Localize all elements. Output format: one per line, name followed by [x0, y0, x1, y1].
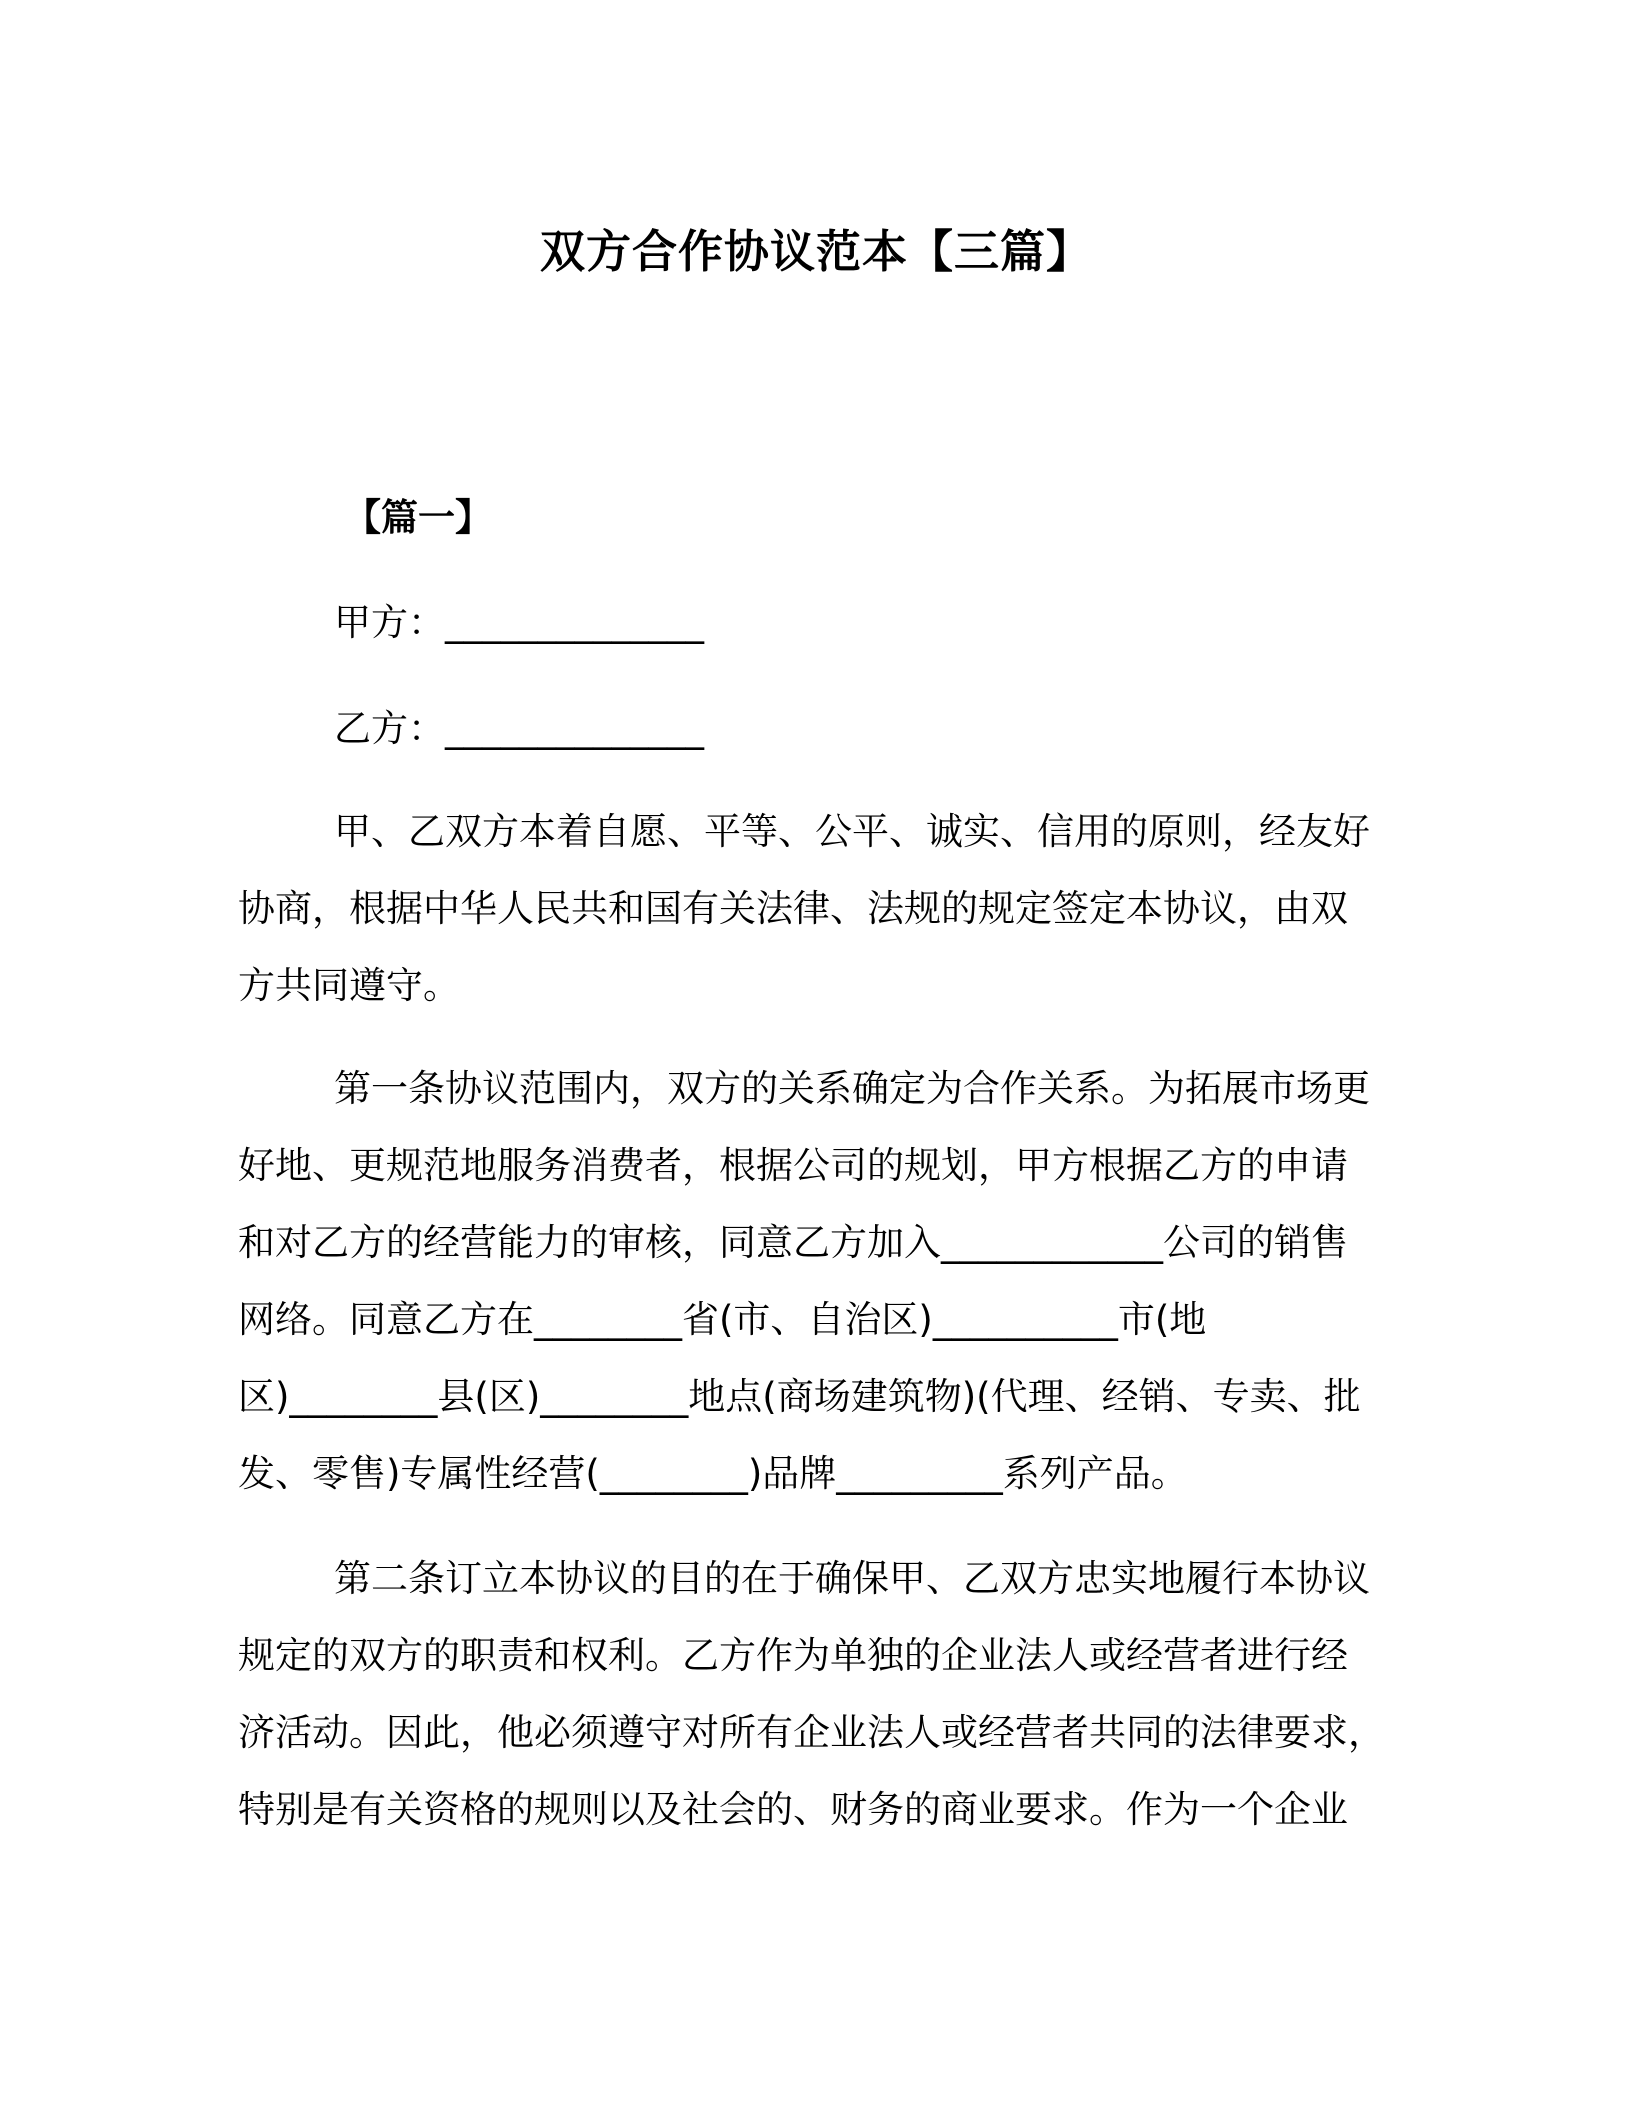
- article-one-line: 第一条协议范围内，双方的关系确定为合作关系。为拓展市场更: [334, 1067, 1370, 1110]
- article-two-line: 规定的双方的职责和权利。乙方作为单独的企业法人或经营者进行经: [238, 1634, 1348, 1677]
- article-two-paragraph: [238, 1540, 1385, 1848]
- article-two-line: 济活动。因此，他必须遵守对所有企业法人或经营者共同的法律要求，: [238, 1711, 1385, 1754]
- intro-paragraph: [238, 793, 1378, 1024]
- intro-line: 方共同遵守。: [238, 964, 460, 1007]
- article-one-line: 好地、更规范地服务消费者，根据公司的规划，甲方根据乙方的申请: [238, 1144, 1348, 1187]
- article-two-line: 第二条订立本协议的目的在于确保甲、乙双方忠实地履行本协议: [334, 1557, 1370, 1600]
- article-two-line: 特别是有关资格的规则以及社会的、财务的商业要求。作为一个企业: [238, 1788, 1348, 1831]
- section-heading: 【篇一】: [344, 496, 492, 539]
- party-b-field: 乙方：______________: [334, 707, 704, 750]
- document-title: 双方合作协议范本【三篇】: [539, 225, 1092, 278]
- article-one-paragraph: [238, 1050, 1378, 1512]
- party-a-field: 甲方：______________: [334, 601, 704, 644]
- article-one-line: 和对乙方的经营能力的审核，同意乙方加入____________公司的销售: [238, 1221, 1348, 1264]
- article-one-line: 发、零售)专属性经营(________)品牌_________系列产品。: [238, 1452, 1188, 1495]
- article-one-line: 区)________县(区)________地点(商场建筑物)(代理、经销、专卖、批: [238, 1375, 1361, 1418]
- intro-line: 甲、乙双方本着自愿、平等、公平、诚实、信用的原则，经友好: [334, 810, 1370, 853]
- intro-line: 协商，根据中华人民共和国有关法律、法规的规定签定本协议，由双: [238, 887, 1348, 930]
- article-one-line: 网络。同意乙方在________省(市、自治区)__________市(地: [238, 1298, 1207, 1341]
